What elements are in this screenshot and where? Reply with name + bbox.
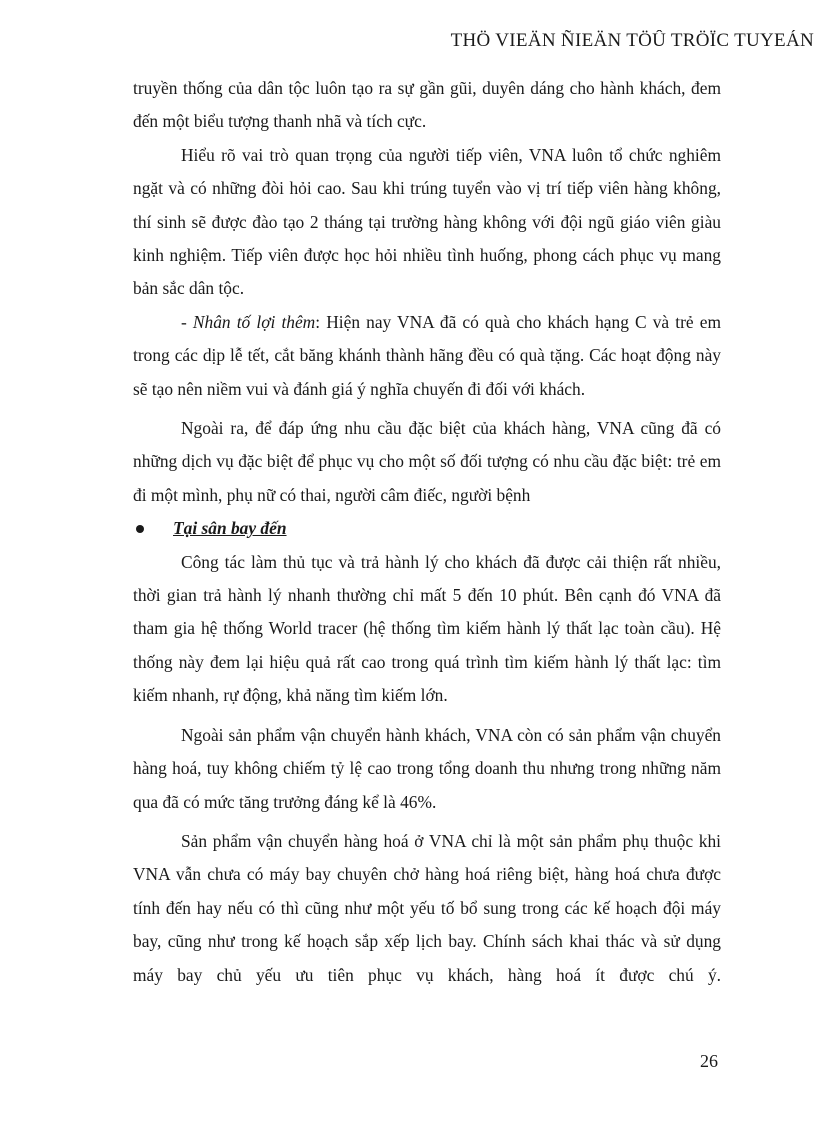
paragraph-3-lead: - Nhân tố lợi thêm — [181, 311, 316, 332]
document-body — [133, 72, 721, 992]
bullet-icon — [136, 525, 144, 533]
paragraph-5: Công tác làm thủ tục và trả hành lý cho khách đã được cải thiện rất nhiều, thời gian trả hành lý nhanh thường chỉ mất 5 đến 10 phút. Bên cạnh đó VNA đã tham gia hệ thống World tracer (hệ thống tìm kiếm hành lý thất lạc toàn cầu). Hệ thống này đem lại hiệu quả rất cao trong quá trình tìm kiếm hành lý thất lạc: tìm kiếm nhanh, rự động, khả năng tìm kiếm lớn. — [133, 551, 721, 706]
section-heading — [133, 512, 721, 545]
paragraph-7: Sản phẩm vận chuyển hàng hoá ở VNA chỉ là một sản phẩm phụ thuộc khi VNA vẫn chưa có máy bay chuyên chở hàng hoá riêng biệt, hàng hoá chưa được tính đến hay nếu có thì cũng như một yếu tố bổ sung trong các kế hoạch đội máy bay, cũng như trong kế hoạch sắp xếp lịch bay. Chính sách khai thác và sử dụng máy bay chủ yếu ưu tiên phục vụ khách, hàng hoá ít được chú ý. — [133, 830, 721, 985]
paragraph-3-body: : Hiện nay VNA đã có quà cho khách hạng C và trẻ em trong các dịp lễ tết, cắt băng khánh thành hãng đều có quà tặng. Các hoạt động này sẽ tạo nên niềm vui và đánh giá ý nghĩa chuyến đi đối với khách. — [133, 311, 721, 399]
paragraph-1: truyền thống của dân tộc luôn tạo ra sự gần gũi, duyên dáng cho hành khách, đem đến một biểu tượng thanh nhã và tích cực. — [133, 78, 721, 132]
paragraph-2: Hiểu rõ vai trò quan trọng của người tiếp viên, VNA luôn tổ chức nghiêm ngặt và có những đòi hỏi cao. Sau khi trúng tuyển vào vị trí tiếp viên hàng không, thí sinh sẽ được đào tạo 2 tháng tại trường hàng không với đội ngũ giáo viên giàu kinh nghiệm. Tiếp viên được học hỏi nhiều tình huống, phong cách phục vụ mang bản sắc dân tộc. — [133, 144, 721, 299]
page-number: 26 — [700, 1051, 718, 1071]
page-header: THÖ VIEÄN ÑIEÄN TÖÛ TRÖÏC TUYEÁN — [450, 30, 814, 51]
paragraph-3 — [133, 306, 721, 406]
section-heading-text: Tại sân bay đến — [173, 518, 287, 539]
paragraph-6: Ngoài sản phẩm vận chuyển hành khách, VNA còn có sản phẩm vận chuyển hàng hoá, tuy không chiếm tỷ lệ cao trong tổng doanh thu nhưng trong những năm qua đã có mức tăng trưởng đáng kể là 46%. — [133, 724, 721, 812]
paragraph-4: Ngoài ra, để đáp ứng nhu cầu đặc biệt của khách hàng, VNA cũng đã có những dịch vụ đặc biệt để phục vụ cho một số đối tượng có nhu cầu đặc biệt: trẻ em đi một mình, phụ nữ có thai, người câm điếc, người bệnh — [133, 418, 721, 505]
